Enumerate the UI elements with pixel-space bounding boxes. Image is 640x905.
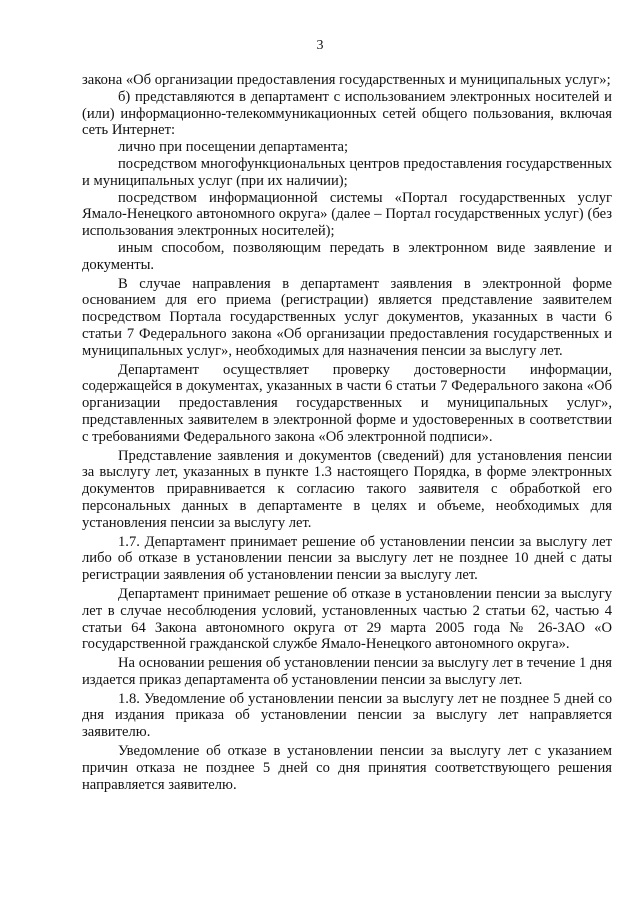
paragraph: 1.7. Департамент принимает решение об установлении пенсии за выслугу лет либо об отказе в установлении пенсии за выслугу лет не позднее 10 дней с даты регистрации заявления об установлении пенсии за выслугу лет. (82, 533, 612, 584)
paragraph: лично при посещении департамента; (118, 139, 349, 156)
paragraph: Уведомление об отказе в установлении пенсии за выслугу лет с указанием причин отказа не позднее 5 дней со дня принятия соответствующего решения направляется заявителю. (82, 743, 612, 793)
paragraph: На основании решения об установлении пенсии за выслугу лет в течение 1 дня издается приказ департамента об установлении пенсии за выслугу лет. (82, 655, 612, 688)
paragraph: посредством информационной системы «Портал государственных услуг Ямало-Ненецкого автономного округа» (далее – Портал государственных услуг) (без использования электронных носителей); (82, 189, 612, 240)
paragraph: Представление заявления и документов (сведений) для установления пенсии за выслугу лет, указанных в пункте 1.3 настоящего Порядка, в форме электронных документов приравнивается к согласию такого заявителя с обработкой его персональных данных в департаменте в целях и объеме, необходимых для установления пенсии за выслугу лет. (82, 447, 612, 531)
page-number: 3 (316, 38, 324, 53)
paragraph: посредством многофункциональных центров предоставления государственных и муниципальных услуг (при их наличии); (82, 155, 612, 189)
paragraph: Департамент принимает решение об отказе в установлении пенсии за выслугу лет в случае несоблюдения условий, установленных частью 2 статьи 62, частью 4 статьи 64 Закона автономного округа от 29 марта 2005 года № 26-ЗАО «О государственной гражданской службе Ямало-Ненецкого автономного округа». (82, 585, 612, 653)
paragraph: 1.8. Уведомление об установлении пенсии за выслугу лет не позднее 5 дней со дня издания приказа об установлении пенсии за выслугу лет направляется заявителю. (82, 690, 612, 741)
document-body (82, 72, 612, 793)
paragraph: закона «Об организации предоставления государственных и муниципальных услуг»; (82, 72, 611, 88)
paragraph: б) представляются в департамент с использованием электронных носителей и (или) информационно-телекоммуникационных сетей общего пользования, включая сеть Интернет: (82, 88, 612, 139)
paragraph: В случае направления в департамент заявления в электронной форме основанием для его приема (регистрации) является представление заявителем посредством Портала государственных услуг документов, указанных в части 6 статьи 7 Федерального закона «Об организации предоставления государственных и муниципальных услуг», необходимых для назначения пенсии за выслугу лет. (82, 275, 612, 359)
paragraph: Департамент осуществляет проверку достоверности информации, содержащейся в документах, указанных в части 6 статьи 7 Федерального закона «Об организации предоставления государственных и муниципальных услуг», представленных заявителем в электронной форме и удостоверенных в соответствии с требованиями Федерального закона «Об электронной подписи». (82, 361, 612, 445)
paragraph: иным способом, позволяющим передать в электронном виде заявление и документы. (82, 239, 612, 273)
